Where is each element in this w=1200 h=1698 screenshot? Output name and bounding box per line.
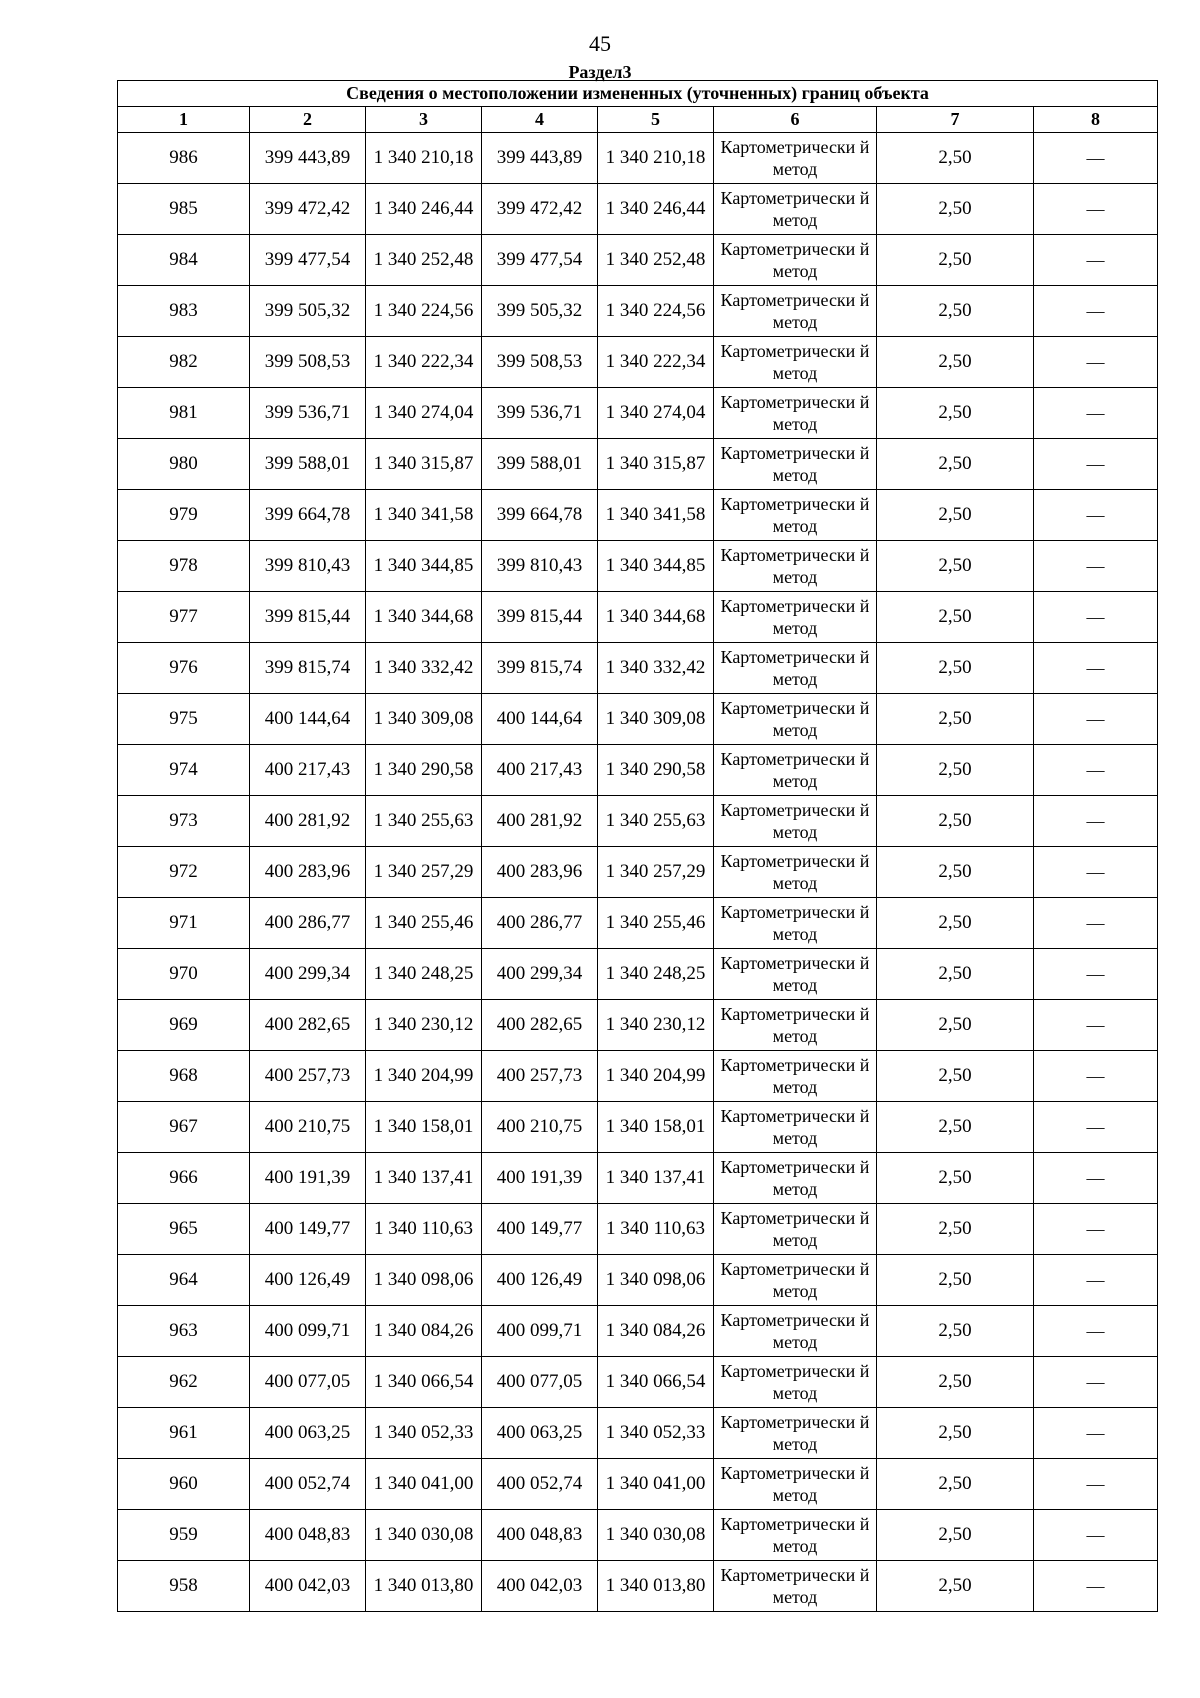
description-cell: — bbox=[1034, 745, 1158, 796]
accuracy-cell: 2,50 bbox=[877, 184, 1034, 235]
description-cell: — bbox=[1034, 184, 1158, 235]
x-new-cell: 400 126,49 bbox=[482, 1255, 598, 1306]
method-cell: Картометрически й метод bbox=[714, 1102, 877, 1153]
y-new-cell: 1 340 274,04 bbox=[598, 388, 714, 439]
point-number-cell: 968 bbox=[118, 1051, 250, 1102]
accuracy-cell: 2,50 bbox=[877, 439, 1034, 490]
point-number-cell: 959 bbox=[118, 1510, 250, 1561]
method-cell: Картометрически й метод bbox=[714, 439, 877, 490]
method-cell: Картометрически й метод bbox=[714, 643, 877, 694]
accuracy-cell: 2,50 bbox=[877, 898, 1034, 949]
y-existing-cell: 1 340 013,80 bbox=[366, 1561, 482, 1612]
point-number-cell: 982 bbox=[118, 337, 250, 388]
method-cell: Картометрически й метод bbox=[714, 949, 877, 1000]
description-cell: — bbox=[1034, 133, 1158, 184]
x-new-cell: 400 063,25 bbox=[482, 1408, 598, 1459]
x-existing-cell: 399 588,01 bbox=[250, 439, 366, 490]
y-new-cell: 1 340 013,80 bbox=[598, 1561, 714, 1612]
method-cell: Картометрически й метод bbox=[714, 1510, 877, 1561]
accuracy-cell: 2,50 bbox=[877, 1306, 1034, 1357]
table-row bbox=[118, 1408, 1158, 1459]
column-header-4: 4 bbox=[482, 107, 598, 133]
accuracy-cell: 2,50 bbox=[877, 1459, 1034, 1510]
table-row bbox=[118, 1102, 1158, 1153]
point-number-cell: 973 bbox=[118, 796, 250, 847]
x-existing-cell: 399 508,53 bbox=[250, 337, 366, 388]
accuracy-cell: 2,50 bbox=[877, 1357, 1034, 1408]
description-cell: — bbox=[1034, 1153, 1158, 1204]
y-existing-cell: 1 340 066,54 bbox=[366, 1357, 482, 1408]
x-existing-cell: 399 505,32 bbox=[250, 286, 366, 337]
y-new-cell: 1 340 252,48 bbox=[598, 235, 714, 286]
method-cell: Картометрически й метод bbox=[714, 1000, 877, 1051]
table-row bbox=[118, 184, 1158, 235]
point-number-cell: 964 bbox=[118, 1255, 250, 1306]
y-new-cell: 1 340 204,99 bbox=[598, 1051, 714, 1102]
table-row bbox=[118, 439, 1158, 490]
y-new-cell: 1 340 052,33 bbox=[598, 1408, 714, 1459]
y-new-cell: 1 340 255,46 bbox=[598, 898, 714, 949]
accuracy-cell: 2,50 bbox=[877, 235, 1034, 286]
y-existing-cell: 1 340 290,58 bbox=[366, 745, 482, 796]
x-new-cell: 400 283,96 bbox=[482, 847, 598, 898]
x-new-cell: 399 536,71 bbox=[482, 388, 598, 439]
accuracy-cell: 2,50 bbox=[877, 133, 1034, 184]
method-cell: Картометрически й метод bbox=[714, 898, 877, 949]
description-cell: — bbox=[1034, 694, 1158, 745]
description-cell: — bbox=[1034, 847, 1158, 898]
y-new-cell: 1 340 248,25 bbox=[598, 949, 714, 1000]
accuracy-cell: 2,50 bbox=[877, 592, 1034, 643]
x-existing-cell: 400 099,71 bbox=[250, 1306, 366, 1357]
description-cell: — bbox=[1034, 592, 1158, 643]
description-cell: — bbox=[1034, 490, 1158, 541]
point-number-cell: 958 bbox=[118, 1561, 250, 1612]
description-cell: — bbox=[1034, 286, 1158, 337]
accuracy-cell: 2,50 bbox=[877, 1561, 1034, 1612]
x-new-cell: 399 508,53 bbox=[482, 337, 598, 388]
point-number-cell: 983 bbox=[118, 286, 250, 337]
method-cell: Картометрически й метод bbox=[714, 388, 877, 439]
y-existing-cell: 1 340 158,01 bbox=[366, 1102, 482, 1153]
description-cell: — bbox=[1034, 796, 1158, 847]
x-new-cell: 400 217,43 bbox=[482, 745, 598, 796]
y-existing-cell: 1 340 110,63 bbox=[366, 1204, 482, 1255]
method-cell: Картометрически й метод bbox=[714, 337, 877, 388]
y-new-cell: 1 340 137,41 bbox=[598, 1153, 714, 1204]
point-number-cell: 971 bbox=[118, 898, 250, 949]
description-cell: — bbox=[1034, 1306, 1158, 1357]
point-number-cell: 967 bbox=[118, 1102, 250, 1153]
y-new-cell: 1 340 230,12 bbox=[598, 1000, 714, 1051]
x-existing-cell: 400 281,92 bbox=[250, 796, 366, 847]
table-row bbox=[118, 1051, 1158, 1102]
x-new-cell: 399 505,32 bbox=[482, 286, 598, 337]
x-new-cell: 400 191,39 bbox=[482, 1153, 598, 1204]
column-header-1: 1 bbox=[118, 107, 250, 133]
column-header-row bbox=[118, 107, 1158, 133]
y-existing-cell: 1 340 210,18 bbox=[366, 133, 482, 184]
description-cell: — bbox=[1034, 235, 1158, 286]
table-row bbox=[118, 1459, 1158, 1510]
point-number-cell: 960 bbox=[118, 1459, 250, 1510]
table-row bbox=[118, 949, 1158, 1000]
method-cell: Картометрически й метод bbox=[714, 184, 877, 235]
y-existing-cell: 1 340 344,85 bbox=[366, 541, 482, 592]
description-cell: — bbox=[1034, 1000, 1158, 1051]
x-new-cell: 399 443,89 bbox=[482, 133, 598, 184]
accuracy-cell: 2,50 bbox=[877, 1051, 1034, 1102]
point-number-cell: 969 bbox=[118, 1000, 250, 1051]
y-existing-cell: 1 340 084,26 bbox=[366, 1306, 482, 1357]
x-new-cell: 400 077,05 bbox=[482, 1357, 598, 1408]
table-caption: Сведения о местоположении измененных (уточненных) границ объекта bbox=[118, 81, 1158, 107]
method-cell: Картометрически й метод bbox=[714, 490, 877, 541]
y-new-cell: 1 340 344,85 bbox=[598, 541, 714, 592]
x-existing-cell: 400 048,83 bbox=[250, 1510, 366, 1561]
method-cell: Картометрически й метод bbox=[714, 1204, 877, 1255]
y-new-cell: 1 340 246,44 bbox=[598, 184, 714, 235]
description-cell: — bbox=[1034, 439, 1158, 490]
point-number-cell: 972 bbox=[118, 847, 250, 898]
accuracy-cell: 2,50 bbox=[877, 490, 1034, 541]
y-existing-cell: 1 340 332,42 bbox=[366, 643, 482, 694]
y-existing-cell: 1 340 222,34 bbox=[366, 337, 482, 388]
x-new-cell: 399 664,78 bbox=[482, 490, 598, 541]
y-new-cell: 1 340 257,29 bbox=[598, 847, 714, 898]
description-cell: — bbox=[1034, 1561, 1158, 1612]
point-number-cell: 974 bbox=[118, 745, 250, 796]
y-existing-cell: 1 340 204,99 bbox=[366, 1051, 482, 1102]
y-existing-cell: 1 340 252,48 bbox=[366, 235, 482, 286]
y-new-cell: 1 340 158,01 bbox=[598, 1102, 714, 1153]
x-new-cell: 399 815,74 bbox=[482, 643, 598, 694]
accuracy-cell: 2,50 bbox=[877, 1000, 1034, 1051]
y-new-cell: 1 340 255,63 bbox=[598, 796, 714, 847]
x-new-cell: 399 588,01 bbox=[482, 439, 598, 490]
x-new-cell: 400 048,83 bbox=[482, 1510, 598, 1561]
y-new-cell: 1 340 290,58 bbox=[598, 745, 714, 796]
y-existing-cell: 1 340 341,58 bbox=[366, 490, 482, 541]
x-new-cell: 400 052,74 bbox=[482, 1459, 598, 1510]
point-number-cell: 984 bbox=[118, 235, 250, 286]
y-existing-cell: 1 340 274,04 bbox=[366, 388, 482, 439]
y-existing-cell: 1 340 052,33 bbox=[366, 1408, 482, 1459]
method-cell: Картометрически й метод bbox=[714, 541, 877, 592]
boundary-coordinates-table bbox=[117, 80, 1158, 1612]
table-row bbox=[118, 1357, 1158, 1408]
x-new-cell: 400 282,65 bbox=[482, 1000, 598, 1051]
x-existing-cell: 400 282,65 bbox=[250, 1000, 366, 1051]
point-number-cell: 985 bbox=[118, 184, 250, 235]
table-row bbox=[118, 1561, 1158, 1612]
table-caption-row bbox=[118, 81, 1158, 107]
accuracy-cell: 2,50 bbox=[877, 949, 1034, 1000]
table-row bbox=[118, 388, 1158, 439]
x-existing-cell: 400 042,03 bbox=[250, 1561, 366, 1612]
x-existing-cell: 400 257,73 bbox=[250, 1051, 366, 1102]
description-cell: — bbox=[1034, 1255, 1158, 1306]
x-existing-cell: 400 210,75 bbox=[250, 1102, 366, 1153]
x-existing-cell: 399 477,54 bbox=[250, 235, 366, 286]
x-existing-cell: 400 063,25 bbox=[250, 1408, 366, 1459]
accuracy-cell: 2,50 bbox=[877, 1408, 1034, 1459]
table-row bbox=[118, 541, 1158, 592]
point-number-cell: 962 bbox=[118, 1357, 250, 1408]
method-cell: Картометрически й метод bbox=[714, 1153, 877, 1204]
accuracy-cell: 2,50 bbox=[877, 1153, 1034, 1204]
description-cell: — bbox=[1034, 1204, 1158, 1255]
table-row bbox=[118, 286, 1158, 337]
description-cell: — bbox=[1034, 541, 1158, 592]
accuracy-cell: 2,50 bbox=[877, 643, 1034, 694]
point-number-cell: 978 bbox=[118, 541, 250, 592]
x-existing-cell: 399 472,42 bbox=[250, 184, 366, 235]
description-cell: — bbox=[1034, 1459, 1158, 1510]
y-existing-cell: 1 340 344,68 bbox=[366, 592, 482, 643]
y-existing-cell: 1 340 030,08 bbox=[366, 1510, 482, 1561]
method-cell: Картометрически й метод bbox=[714, 847, 877, 898]
method-cell: Картометрически й метод bbox=[714, 592, 877, 643]
x-new-cell: 400 042,03 bbox=[482, 1561, 598, 1612]
description-cell: — bbox=[1034, 1510, 1158, 1561]
y-existing-cell: 1 340 315,87 bbox=[366, 439, 482, 490]
y-existing-cell: 1 340 257,29 bbox=[366, 847, 482, 898]
point-number-cell: 980 bbox=[118, 439, 250, 490]
y-new-cell: 1 340 098,06 bbox=[598, 1255, 714, 1306]
x-new-cell: 399 472,42 bbox=[482, 184, 598, 235]
y-new-cell: 1 340 309,08 bbox=[598, 694, 714, 745]
accuracy-cell: 2,50 bbox=[877, 796, 1034, 847]
x-new-cell: 399 815,44 bbox=[482, 592, 598, 643]
table-row bbox=[118, 1000, 1158, 1051]
method-cell: Картометрически й метод bbox=[714, 745, 877, 796]
point-number-cell: 963 bbox=[118, 1306, 250, 1357]
point-number-cell: 977 bbox=[118, 592, 250, 643]
accuracy-cell: 2,50 bbox=[877, 1102, 1034, 1153]
y-new-cell: 1 340 315,87 bbox=[598, 439, 714, 490]
table-row bbox=[118, 796, 1158, 847]
point-number-cell: 970 bbox=[118, 949, 250, 1000]
accuracy-cell: 2,50 bbox=[877, 745, 1034, 796]
accuracy-cell: 2,50 bbox=[877, 541, 1034, 592]
method-cell: Картометрически й метод bbox=[714, 1255, 877, 1306]
method-cell: Картометрически й метод bbox=[714, 694, 877, 745]
y-existing-cell: 1 340 255,46 bbox=[366, 898, 482, 949]
y-existing-cell: 1 340 255,63 bbox=[366, 796, 482, 847]
x-existing-cell: 399 815,44 bbox=[250, 592, 366, 643]
method-cell: Картометрически й метод bbox=[714, 1561, 877, 1612]
y-existing-cell: 1 340 246,44 bbox=[366, 184, 482, 235]
method-cell: Картометрически й метод bbox=[714, 1459, 877, 1510]
x-new-cell: 400 210,75 bbox=[482, 1102, 598, 1153]
y-new-cell: 1 340 084,26 bbox=[598, 1306, 714, 1357]
x-new-cell: 400 144,64 bbox=[482, 694, 598, 745]
table-row bbox=[118, 1510, 1158, 1561]
point-number-cell: 975 bbox=[118, 694, 250, 745]
table-row bbox=[118, 1204, 1158, 1255]
description-cell: — bbox=[1034, 1408, 1158, 1459]
description-cell: — bbox=[1034, 388, 1158, 439]
y-new-cell: 1 340 066,54 bbox=[598, 1357, 714, 1408]
y-new-cell: 1 340 110,63 bbox=[598, 1204, 714, 1255]
table-body bbox=[118, 133, 1158, 1612]
y-new-cell: 1 340 224,56 bbox=[598, 286, 714, 337]
point-number-cell: 976 bbox=[118, 643, 250, 694]
y-existing-cell: 1 340 224,56 bbox=[366, 286, 482, 337]
method-cell: Картометрически й метод bbox=[714, 235, 877, 286]
x-existing-cell: 400 286,77 bbox=[250, 898, 366, 949]
point-number-cell: 961 bbox=[118, 1408, 250, 1459]
accuracy-cell: 2,50 bbox=[877, 847, 1034, 898]
x-new-cell: 400 281,92 bbox=[482, 796, 598, 847]
y-new-cell: 1 340 210,18 bbox=[598, 133, 714, 184]
accuracy-cell: 2,50 bbox=[877, 1204, 1034, 1255]
method-cell: Картометрически й метод bbox=[714, 1306, 877, 1357]
description-cell: — bbox=[1034, 949, 1158, 1000]
method-cell: Картометрически й метод bbox=[714, 286, 877, 337]
y-new-cell: 1 340 344,68 bbox=[598, 592, 714, 643]
method-cell: Картометрически й метод bbox=[714, 1357, 877, 1408]
x-existing-cell: 400 191,39 bbox=[250, 1153, 366, 1204]
y-new-cell: 1 340 332,42 bbox=[598, 643, 714, 694]
method-cell: Картометрически й метод bbox=[714, 133, 877, 184]
y-existing-cell: 1 340 137,41 bbox=[366, 1153, 482, 1204]
x-new-cell: 399 477,54 bbox=[482, 235, 598, 286]
x-existing-cell: 400 217,43 bbox=[250, 745, 366, 796]
description-cell: — bbox=[1034, 1357, 1158, 1408]
table-row bbox=[118, 1255, 1158, 1306]
x-new-cell: 400 099,71 bbox=[482, 1306, 598, 1357]
x-existing-cell: 400 077,05 bbox=[250, 1357, 366, 1408]
x-existing-cell: 399 443,89 bbox=[250, 133, 366, 184]
point-number-cell: 966 bbox=[118, 1153, 250, 1204]
description-cell: — bbox=[1034, 1102, 1158, 1153]
page-number: 45 bbox=[589, 31, 611, 56]
method-cell: Картометрически й метод bbox=[714, 1051, 877, 1102]
accuracy-cell: 2,50 bbox=[877, 1255, 1034, 1306]
accuracy-cell: 2,50 bbox=[877, 286, 1034, 337]
x-new-cell: 400 286,77 bbox=[482, 898, 598, 949]
table-row bbox=[118, 643, 1158, 694]
y-existing-cell: 1 340 248,25 bbox=[366, 949, 482, 1000]
column-header-3: 3 bbox=[366, 107, 482, 133]
x-existing-cell: 400 144,64 bbox=[250, 694, 366, 745]
x-existing-cell: 400 299,34 bbox=[250, 949, 366, 1000]
table-row bbox=[118, 235, 1158, 286]
table-row bbox=[118, 133, 1158, 184]
method-cell: Картометрически й метод bbox=[714, 796, 877, 847]
column-header-8: 8 bbox=[1034, 107, 1158, 133]
table-row bbox=[118, 490, 1158, 541]
point-number-cell: 986 bbox=[118, 133, 250, 184]
description-cell: — bbox=[1034, 643, 1158, 694]
description-cell: — bbox=[1034, 898, 1158, 949]
x-existing-cell: 399 664,78 bbox=[250, 490, 366, 541]
column-header-5: 5 bbox=[598, 107, 714, 133]
x-existing-cell: 400 052,74 bbox=[250, 1459, 366, 1510]
y-new-cell: 1 340 041,00 bbox=[598, 1459, 714, 1510]
column-header-2: 2 bbox=[250, 107, 366, 133]
y-existing-cell: 1 340 098,06 bbox=[366, 1255, 482, 1306]
table-row bbox=[118, 745, 1158, 796]
method-cell: Картометрически й метод bbox=[714, 1408, 877, 1459]
table-row bbox=[118, 1306, 1158, 1357]
accuracy-cell: 2,50 bbox=[877, 1510, 1034, 1561]
y-new-cell: 1 340 222,34 bbox=[598, 337, 714, 388]
y-existing-cell: 1 340 309,08 bbox=[366, 694, 482, 745]
table-row bbox=[118, 337, 1158, 388]
accuracy-cell: 2,50 bbox=[877, 388, 1034, 439]
x-existing-cell: 400 283,96 bbox=[250, 847, 366, 898]
table-row bbox=[118, 592, 1158, 643]
x-existing-cell: 399 815,74 bbox=[250, 643, 366, 694]
y-existing-cell: 1 340 041,00 bbox=[366, 1459, 482, 1510]
description-cell: — bbox=[1034, 1051, 1158, 1102]
accuracy-cell: 2,50 bbox=[877, 694, 1034, 745]
column-header-7: 7 bbox=[877, 107, 1034, 133]
y-new-cell: 1 340 030,08 bbox=[598, 1510, 714, 1561]
description-cell: — bbox=[1034, 337, 1158, 388]
x-new-cell: 400 257,73 bbox=[482, 1051, 598, 1102]
y-new-cell: 1 340 341,58 bbox=[598, 490, 714, 541]
y-existing-cell: 1 340 230,12 bbox=[366, 1000, 482, 1051]
point-number-cell: 979 bbox=[118, 490, 250, 541]
table-row bbox=[118, 847, 1158, 898]
x-existing-cell: 399 536,71 bbox=[250, 388, 366, 439]
x-existing-cell: 399 810,43 bbox=[250, 541, 366, 592]
section-title: Раздел3 bbox=[568, 62, 632, 82]
table-row bbox=[118, 898, 1158, 949]
x-existing-cell: 400 149,77 bbox=[250, 1204, 366, 1255]
x-new-cell: 399 810,43 bbox=[482, 541, 598, 592]
point-number-cell: 965 bbox=[118, 1204, 250, 1255]
table-row bbox=[118, 1153, 1158, 1204]
x-existing-cell: 400 126,49 bbox=[250, 1255, 366, 1306]
table-row bbox=[118, 694, 1158, 745]
x-new-cell: 400 149,77 bbox=[482, 1204, 598, 1255]
point-number-cell: 981 bbox=[118, 388, 250, 439]
x-new-cell: 400 299,34 bbox=[482, 949, 598, 1000]
accuracy-cell: 2,50 bbox=[877, 337, 1034, 388]
column-header-6: 6 bbox=[714, 107, 877, 133]
